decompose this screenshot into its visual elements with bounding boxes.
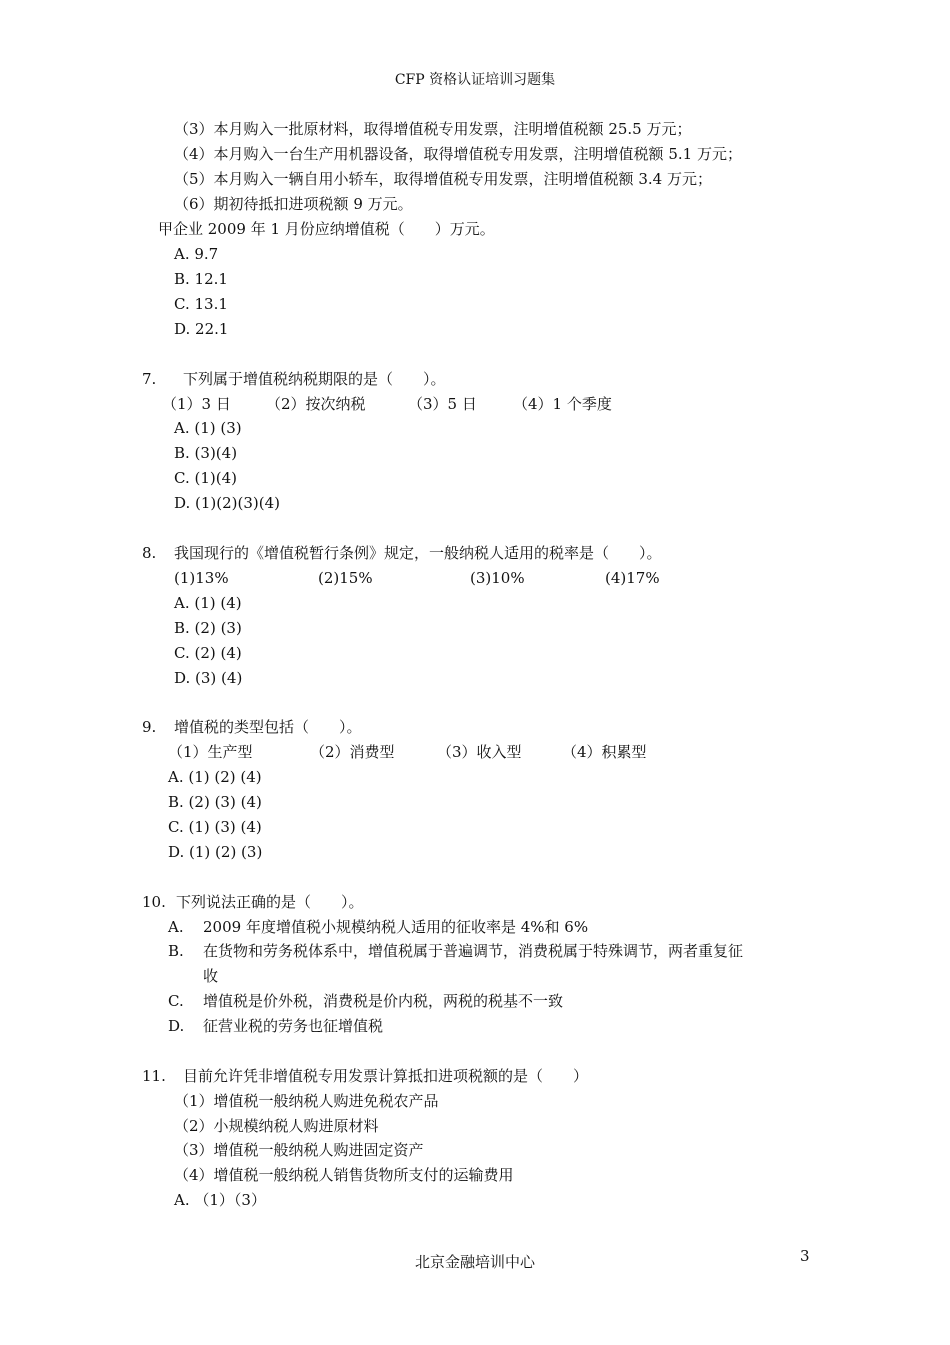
q11-number: 11.	[142, 1067, 166, 1085]
q6-option-d: D. 22.1	[174, 320, 229, 338]
q8-choice-3: (3)10%	[470, 569, 525, 587]
q8-option-d: D. (3) (4)	[174, 669, 243, 687]
q6-item-5: （5）本月购入一辆自用小轿车，取得增值税专用发票，注明增值税额 3.4 万元；	[174, 170, 712, 188]
q9-option-b: B. (2) (3) (4)	[168, 793, 262, 811]
q6-item-3: （3）本月购入一批原材料，取得增值税专用发票，注明增值税额 25.5 万元；	[174, 120, 692, 138]
page-number: 3	[800, 1247, 810, 1265]
page-header: CFP 资格认证培训习题集	[394, 72, 556, 88]
q7-option-b: B. (3)(4)	[174, 444, 238, 462]
q9-choice-3: （3）收入型	[437, 743, 522, 761]
q7-choice-1: （1）3 日	[162, 395, 231, 413]
q8-choice-1: (1)13%	[174, 569, 229, 587]
q9-option-c: C. (1) (3) (4)	[168, 818, 262, 836]
q10-option-d-text: 征营业税的劳务也征增值税	[203, 1017, 384, 1035]
q6-option-c: C. 13.1	[174, 295, 228, 313]
q8-number: 8.	[142, 544, 157, 562]
q7-number: 7.	[142, 370, 157, 388]
q9-option-a: A. (1) (2) (4)	[168, 768, 262, 786]
q10-option-d-label: D.	[168, 1017, 185, 1035]
q11-text: 目前允许凭非增值税专用发票计算抵扣进项税额的是（ ）	[183, 1067, 589, 1085]
q7-option-c: C. (1)(4)	[174, 469, 237, 487]
q10-option-a-label: A.	[168, 918, 184, 936]
q8-text: 我国现行的《增值税暂行条例》规定，一般纳税人适用的税率是（ ）。	[174, 544, 662, 562]
q11-item-4: （4）增值税一般纳税人销售货物所支付的运输费用	[174, 1166, 514, 1184]
q10-option-a-text: 2009 年度增值税小规模纳税人适用的征收率是 4%和 6%	[203, 918, 589, 936]
q8-option-a: A. (1) (4)	[174, 594, 242, 612]
q8-choice-4: (4)17%	[605, 569, 660, 587]
q8-choice-2: (2)15%	[318, 569, 373, 587]
q10-option-b-text: 在货物和劳务税体系中，增值税属于普遍调节，消费税属于特殊调节，两者重复征	[203, 942, 744, 960]
q6-item-6: （6）期初待抵扣进项税额 9 万元。	[174, 195, 413, 213]
q10-option-b-label: B.	[168, 942, 184, 960]
q10-option-c-text: 增值税是价外税，消费税是价内税，两税的税基不一致	[203, 992, 564, 1010]
q8-option-b: B. (2) (3)	[174, 619, 242, 637]
q8-option-c: C. (2) (4)	[174, 644, 242, 662]
q9-choice-1: （1）生产型	[168, 743, 253, 761]
q9-choice-2: （2）消费型	[310, 743, 395, 761]
q10-number: 10.	[142, 893, 166, 911]
q7-choice-4: （4）1 个季度	[513, 395, 612, 413]
q9-choice-4: （4）积累型	[562, 743, 647, 761]
q9-option-d: D. (1) (2) (3)	[168, 843, 263, 861]
q6-option-a: A. 9.7	[174, 245, 219, 263]
q10-option-b-continuation: 收	[203, 967, 219, 985]
q7-choice-3: （3）5 日	[408, 395, 477, 413]
q6-item-4: （4）本月购入一台生产用机器设备，取得增值税专用发票，注明增值税额 5.1 万元；	[174, 145, 742, 163]
q11-option-a: A. （1）（3）	[174, 1191, 266, 1209]
q10-text: 下列说法正确的是（ ）。	[176, 893, 364, 911]
q11-item-2: （2）小规模纳税人购进原材料	[174, 1117, 379, 1135]
q11-item-1: （1）增值税一般纳税人购进免税农产品	[174, 1092, 439, 1110]
q9-number: 9.	[142, 718, 157, 736]
q7-option-d: D. (1)(2)(3)(4)	[174, 494, 281, 512]
page-footer: 北京金融培训中心	[414, 1253, 535, 1271]
q7-choice-2: （2）按次纳税	[266, 395, 366, 413]
q6-option-b: B. 12.1	[174, 270, 228, 288]
q11-item-3: （3）增值税一般纳税人购进固定资产	[174, 1141, 424, 1159]
q7-option-a: A. (1) (3)	[174, 419, 242, 437]
q10-option-c-label: C.	[168, 992, 184, 1010]
q6-question: 甲企业 2009 年 1 月份应纳增值税（ ）万元。	[158, 220, 495, 238]
q9-text: 增值税的类型包括（ ）。	[174, 718, 362, 736]
q7-text: 下列属于增值税纳税期限的是（ ）。	[183, 370, 446, 388]
